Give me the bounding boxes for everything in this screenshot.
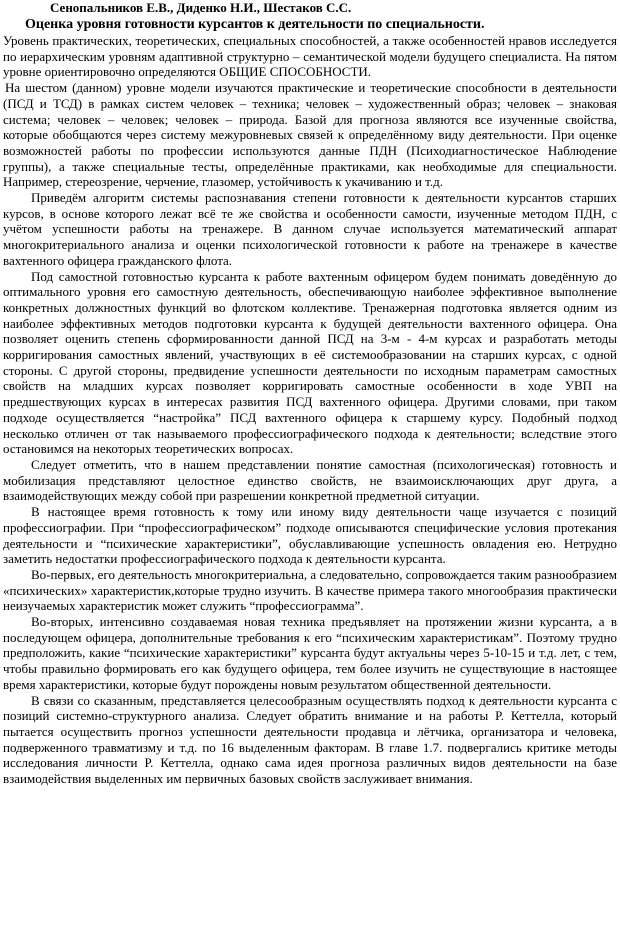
paragraph-8: Во-вторых, интенсивно создаваемая новая техника предъявляет на протяжении жизни курсанта, а в последующем офицера, дополнительные требования к его “психическим характеристикам”. Поэтому трудно предположить, какие “психические характеристики” курсанта будут актуальны через 5-10-15 и т.д. лет, с тем, чтобы правильно формировать его как будущего офицера, тем более изучить не существующие в настоящее время характеристики, которые будут порождены новым результатом общественной деятельности. xyxy=(3,614,617,692)
article-body xyxy=(3,33,617,787)
document-page xyxy=(3,0,617,787)
paragraph-2: На шестом (данном) уровне модели изучаются практические и теоретические способности в деятельности (ПСД и ТСД) в рамках систем человек – техника; человек – художественный образ; человек – знаковая система; человек – человек; человек – природа. Базой для прогноза являются все изученные свойства, которые обобщаются через систему межуровневых связей к определённому виду деятельности. При оценке возможностей работы по профессии используются данные ПДН (Психодиагностическое Наблюдение группы), а также специальные тесты, определённые практиками, как необходимые для специальности. Например, стереозрение, черчение, глазомер, устойчивость к укачиванию и т.д. xyxy=(3,80,617,190)
paragraph-1: Уровень практических, теоретических, специальных способностей, а также особенностей нравов исследуется по иерархическим уровням адаптивной структурно – семантической модели будущего специалиста. На пятом уровне ориентировочно определяются ОБЩИЕ СПОСОБНОСТИ. xyxy=(3,33,617,80)
paragraph-4: Под самостной готовностью курсанта к работе вахтенным офицером будем понимать доведённую до оптимального уровня его самостную деятельность, обеспечивающую наиболее эффективное выполнение конкретных должностных функций во флотском коллективе. Тренажерная подготовка является одним из наиболее эффективных методов подготовки курсанта к будущей деятельности вахтенного офицера. Она позволяет оценить степень сформированности данной ПСД на 3-м - 4-м курсах и разработать методы корригирования самостных явлений, участвующих в её системообразовании на старших курсах, с одной стороны. С другой стороны, предвидение успешности деятельности по исходным параметрам самостных свойств на младших курсах позволяет корригировать самостные особенности в ходе УВП на предшествующих курсах в интересах развития ПСД вахтенного офицера. Другими словами, при таком подходе осуществляется “настройка” ПСД вахтенного офицера к старшему курсу. Подобный подход несколько отличен от так называемого профессиографического подхода к деятельности; вследствие этого остановимся на некоторых теоретических вопросах. xyxy=(3,268,617,457)
paragraph-5: Следует отметить, что в нашем представлении понятие самостная (психологическая) готовность и мобилизация представляют целостное единство свойств, не взаимоисключающих друг друга, а взаимодействующих между собой при разрешении конкретной предметной ситуации. xyxy=(3,456,617,504)
paragraph-3: Приведём алгоритм системы распознавания степени готовности к деятельности курсантов старших курсов, в основе которого лежат всё те же свойства и особенности самости, изученные методом ПДН, с учётом успешности работы на тренажере. В данном случае используется математический аппарат многокритериального анализа и оценки психологической готовности к работе на тренажере в качестве вахтенного офицера гражданского флота. xyxy=(3,190,617,268)
paragraph-6: В настоящее время готовность к тому или иному виду деятельности чаще изучается с позиций профессиографии. При “профессиографическом” подходе описываются специфические условия протекания деятельности и “психические характеристики”, обуславливающие успешность овладения ею. Нетрудно заметить недостатки профессиографического подхода к деятельности курсанта. xyxy=(3,504,617,567)
authors-line: Сенопальников Е.В., Диденко Н.И., Шестаков С.С. xyxy=(50,0,352,15)
paragraph-9: В связи со сказанным, представляется целесообразным осуществлять подход к деятельности курсанта с позиций системно-структурного анализа. Следует обратить внимание и на работы Р. Кеттелла, который пытается осуществить прогноз успешности деятельности продавца и лётчика, организатора и человека, подверженного травматизму и т.д. по 16 выделенным факторам. В главе 1.7. подвергались критике методы исследования личности Р. Кеттелла, однако сама идея прогноза различных видов деятельности на базе взаимодействия выделенных им первичных базовых свойств заслуживает внимания. xyxy=(3,692,617,787)
paragraph-7: Во-первых, его деятельность многокритериальна, а следовательно, сопровождается таким разнообразием «психических» характеристик,которые трудно изучить. В качестве примера такого многообразия практически неизучаемых характеристик может служить “профессиограмма”. xyxy=(3,566,617,614)
article-title: Оценка уровня готовности курсантов к деятельности по специальности. xyxy=(25,17,485,32)
